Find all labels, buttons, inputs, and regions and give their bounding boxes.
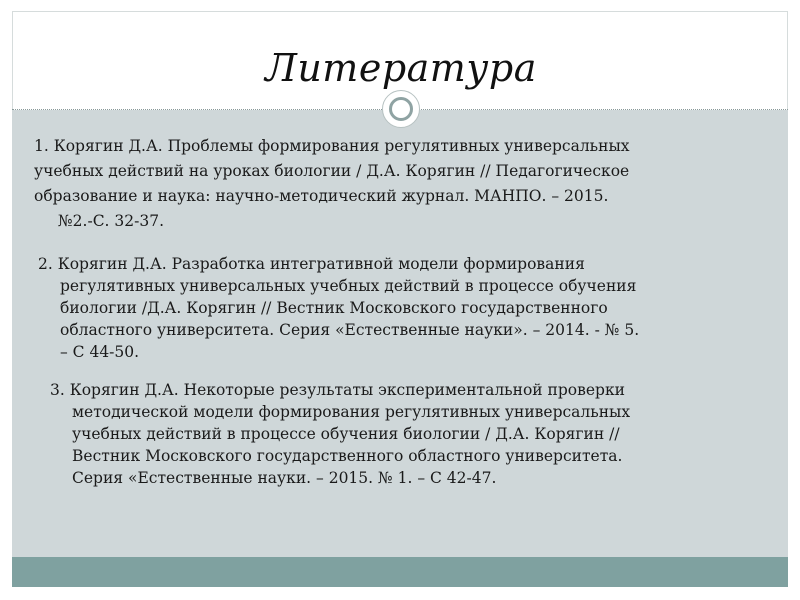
reference-line: биологии /Д.А. Корягин // Вестник Московского государственного bbox=[60, 299, 608, 317]
reference-line: 2. Корягин Д.А. Разработка интегративной модели формирования bbox=[38, 255, 585, 273]
reference-line: образование и наука: научно-методический журнал. МАНПО. – 2015. bbox=[34, 187, 609, 205]
footer-bar bbox=[12, 557, 788, 587]
reference-line: – С 44-50. bbox=[60, 343, 140, 361]
reference-line: №2.-С. 32-37. bbox=[58, 212, 165, 230]
reference-line: методической модели формирования регулятивных универсальных bbox=[72, 403, 631, 421]
reference-line: областного университета. Серия «Естественные науки». – 2014. - № 5. bbox=[60, 321, 640, 339]
reference-line: регулятивных универсальных учебных действий в процессе обучения bbox=[60, 277, 637, 295]
slide-title: Литература bbox=[265, 46, 537, 90]
divider-circle-ring bbox=[389, 97, 413, 121]
reference-line: Серия «Естественные науки. – 2015. № 1. – С 42-47. bbox=[72, 469, 497, 487]
divider-circle-icon bbox=[382, 90, 420, 128]
reference-item-2 bbox=[38, 253, 758, 363]
reference-item-3 bbox=[50, 379, 770, 489]
reference-line: Вестник Московского государственного областного университета. bbox=[72, 447, 623, 465]
reference-item-1 bbox=[34, 134, 754, 234]
reference-line: учебных действий в процессе обучения биологии / Д.А. Корягин // bbox=[72, 425, 620, 443]
reference-line: 3. Корягин Д.А. Некоторые результаты экспериментальной проверки bbox=[50, 381, 625, 399]
slide bbox=[12, 11, 788, 587]
reference-line: учебных действий на уроках биологии / Д.А. Корягин // Педагогическое bbox=[34, 162, 630, 180]
reference-line: 1. Корягин Д.А. Проблемы формирования регулятивных универсальных bbox=[34, 137, 630, 155]
content-area bbox=[12, 110, 788, 557]
